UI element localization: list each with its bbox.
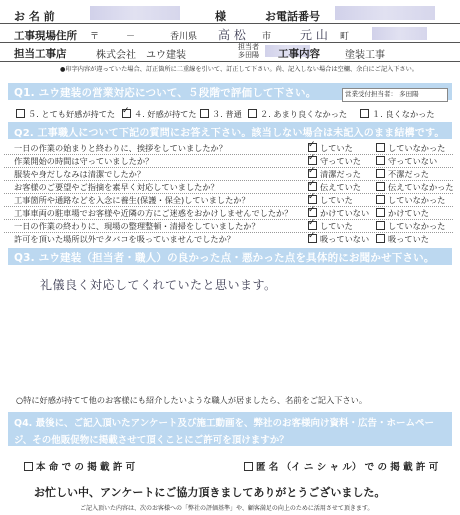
q1-option-label: ２. あまり良くなかった <box>260 109 348 119</box>
q2-row-question: 一日の作業の始まりと終わりに、挨拶をしていましたか？ <box>14 143 227 153</box>
q4-choice-anonymous[interactable] <box>244 459 438 473</box>
work-value: 塗装工事 <box>345 50 385 61</box>
no-label: かけていた <box>388 208 429 218</box>
redacted-address <box>372 27 427 40</box>
q3-answer[interactable]: 礼儀良く対応してくれていたと思います。 <box>40 278 277 292</box>
q1-option-5[interactable] <box>16 109 115 120</box>
q4-choice-label: 本 命 で の 掲 載 許 可 <box>36 462 136 473</box>
checkbox[interactable] <box>376 195 385 204</box>
no-label: 吸っていた <box>388 234 429 244</box>
q2-row-no[interactable] <box>376 195 445 206</box>
checkbox-checked[interactable] <box>308 234 317 243</box>
checkbox[interactable] <box>360 109 369 118</box>
q1-option-3[interactable] <box>200 109 242 120</box>
redacted-phone <box>335 6 435 20</box>
work-label: 工事内容 <box>278 48 320 60</box>
q4-line1: Q4. 最後に、ご記入頂いたアンケート及び施工動画を、弊社のお客様向け資料・広告・ホームペー <box>14 418 435 429</box>
checkbox-checked[interactable] <box>308 143 317 152</box>
checkbox[interactable] <box>248 109 257 118</box>
checkbox[interactable] <box>376 208 385 217</box>
customer-label: お 名 前 <box>14 10 55 23</box>
q2-row-no[interactable] <box>376 143 445 154</box>
q1-option-label: ５. とても好感が持てた <box>28 109 116 119</box>
yes-label: かけていない <box>320 208 370 218</box>
sama-label: 様 <box>215 10 226 23</box>
checkbox[interactable] <box>376 234 385 243</box>
checkbox[interactable] <box>376 156 385 165</box>
q1-option-4[interactable] <box>122 109 197 120</box>
checkbox[interactable] <box>376 182 385 191</box>
checkbox[interactable] <box>16 109 25 118</box>
no-label: 伝えていなかった <box>388 182 454 192</box>
checkbox-checked[interactable] <box>308 195 317 204</box>
q2-row-yes[interactable] <box>308 169 361 180</box>
staff-label-1: 担当者 <box>238 43 259 51</box>
q2-row-no[interactable] <box>376 182 454 193</box>
checkbox[interactable] <box>376 221 385 230</box>
q2-row-question: お客様のご要望やご指摘を素早く対応していましたか？ <box>14 182 219 192</box>
q2-row-no[interactable] <box>376 156 437 167</box>
q2-row-question: 工事箇所や通路などを入念に養生(保護・保全)していましたか？ <box>14 195 250 205</box>
q2-row-yes[interactable] <box>308 156 361 167</box>
checkbox-checked[interactable] <box>308 156 317 165</box>
checkbox-checked[interactable] <box>308 208 317 217</box>
sales-label: 営業受付担当者： <box>345 90 397 98</box>
company-name: 株式会社 ユウ建装 <box>96 50 186 61</box>
no-label: 不潔だった <box>388 169 429 179</box>
staff-label <box>238 43 259 59</box>
town-suffix: 町 <box>340 32 350 42</box>
q3-title: Q3. ユウ建装（担当者・職人）の良かった点・悪かった点を具体的にお聞かせ下さい。 <box>14 252 435 264</box>
q2-title: Q2. 工事職人について下記の質問にお答え下さい。該当しない場合は未記入のまま結構です。 <box>14 128 445 139</box>
city-handwritten: 高 松 <box>218 28 246 42</box>
q4-header <box>8 412 452 446</box>
q1-option-label: １. 良くなかった <box>372 109 435 119</box>
no-label: していなかった <box>388 195 446 205</box>
sales-name: 多田陽 <box>399 90 419 98</box>
postal-mark: 〒 <box>90 32 100 42</box>
checkbox[interactable] <box>244 462 253 471</box>
q2-row-question: 工事車両の駐車場でお客様や近隣の方にご迷惑をおかけしませんでしたか？ <box>14 208 293 218</box>
yes-label: 伝えていた <box>320 182 361 192</box>
q2-row-no[interactable] <box>376 221 445 232</box>
no-label: していなかった <box>388 143 446 153</box>
thanks-message: お忙しい中、アンケートにご協力頂きましてありがとうございました。 <box>34 486 386 499</box>
town-handwritten: 元 山 <box>300 28 328 42</box>
checkbox[interactable] <box>376 169 385 178</box>
yes-label: していた <box>320 143 353 153</box>
q1-title: Q1. ユウ建装の営業対応について、５段階で評価して下さい。 <box>14 87 317 99</box>
checkbox-checked[interactable] <box>308 169 317 178</box>
footer-note: ご記入頂いた内容は、次のお客様への「弊社の評価基準」や、顧客満足の向上のために活用させて頂きます。 <box>80 505 374 512</box>
q2-row-question: 一日の作業の終わりに、現場の整理整頓・清掃をしていましたか？ <box>14 221 260 231</box>
q2-row-yes[interactable] <box>308 182 361 193</box>
q2-row-question: 作業開始の時間は守っていましたか？ <box>14 156 154 166</box>
q2-row-question: 許可を頂いた場所以外でタバコを吸っていませんでしたか？ <box>14 234 235 244</box>
yes-label: 吸っていない <box>320 234 370 244</box>
q1-option-1[interactable] <box>360 109 435 120</box>
city-suffix: 市 <box>262 32 272 42</box>
q2-row-yes[interactable] <box>308 234 369 245</box>
q2-row-question: 服装や身だしなみは清潔でしたか？ <box>14 169 146 179</box>
redacted-name <box>90 6 180 20</box>
staff-label-2: 多田陽 <box>238 51 259 59</box>
checkbox-checked[interactable] <box>122 109 131 118</box>
site-label: 工事現場住所 <box>14 30 77 42</box>
branch-label: 担当工事店 <box>14 48 67 60</box>
q2-row-no[interactable] <box>376 208 429 219</box>
q4-line2: ジ、その他販促物に掲載させて頂くことにご許可を頂けますか？ <box>14 435 289 446</box>
q3-header <box>8 248 452 265</box>
header-block <box>0 0 460 70</box>
q2-row-yes[interactable] <box>308 208 369 219</box>
checkbox[interactable] <box>24 462 33 471</box>
q1-option-label: ４. 好感が持てた <box>134 109 197 119</box>
q2-row-no[interactable] <box>376 169 429 180</box>
q1-option-2[interactable] <box>248 109 347 120</box>
prefecture: 香川県 <box>170 32 198 42</box>
postal-dash: － <box>126 32 136 42</box>
q1-option-label: ３. 普通 <box>212 109 242 119</box>
checkbox[interactable] <box>376 143 385 152</box>
checkbox-checked[interactable] <box>308 221 317 230</box>
q4-choice-label: 匿 名 （イ ニ シ ャ ル） で の 掲 載 許 可 <box>256 462 439 473</box>
phone-label: お電話番号 <box>265 10 320 23</box>
q2-header <box>8 122 452 139</box>
checkbox-checked[interactable] <box>308 182 317 191</box>
correction-note: ●印字内容が違っていた場合、訂正箇所に二重線を引いて、訂正して下さい。尚、記入しない場合は空欄、余白にご記入下さい。 <box>60 66 418 73</box>
yes-label: 清潔だった <box>320 169 361 179</box>
yes-label: していた <box>320 195 353 205</box>
recommend-note: ○特に好感が持てて他のお客様にも紹介したいような職人が居ましたら、名前をご記入下さい。 <box>16 395 368 405</box>
yes-label: していた <box>320 221 353 231</box>
no-label: していなかった <box>388 221 446 231</box>
yes-label: 守っていた <box>320 156 361 166</box>
q2-row-no[interactable] <box>376 234 429 245</box>
q4-choice-named[interactable] <box>24 459 135 473</box>
sales-staff <box>342 88 448 102</box>
checkbox[interactable] <box>200 109 209 118</box>
no-label: 守っていない <box>388 156 438 166</box>
